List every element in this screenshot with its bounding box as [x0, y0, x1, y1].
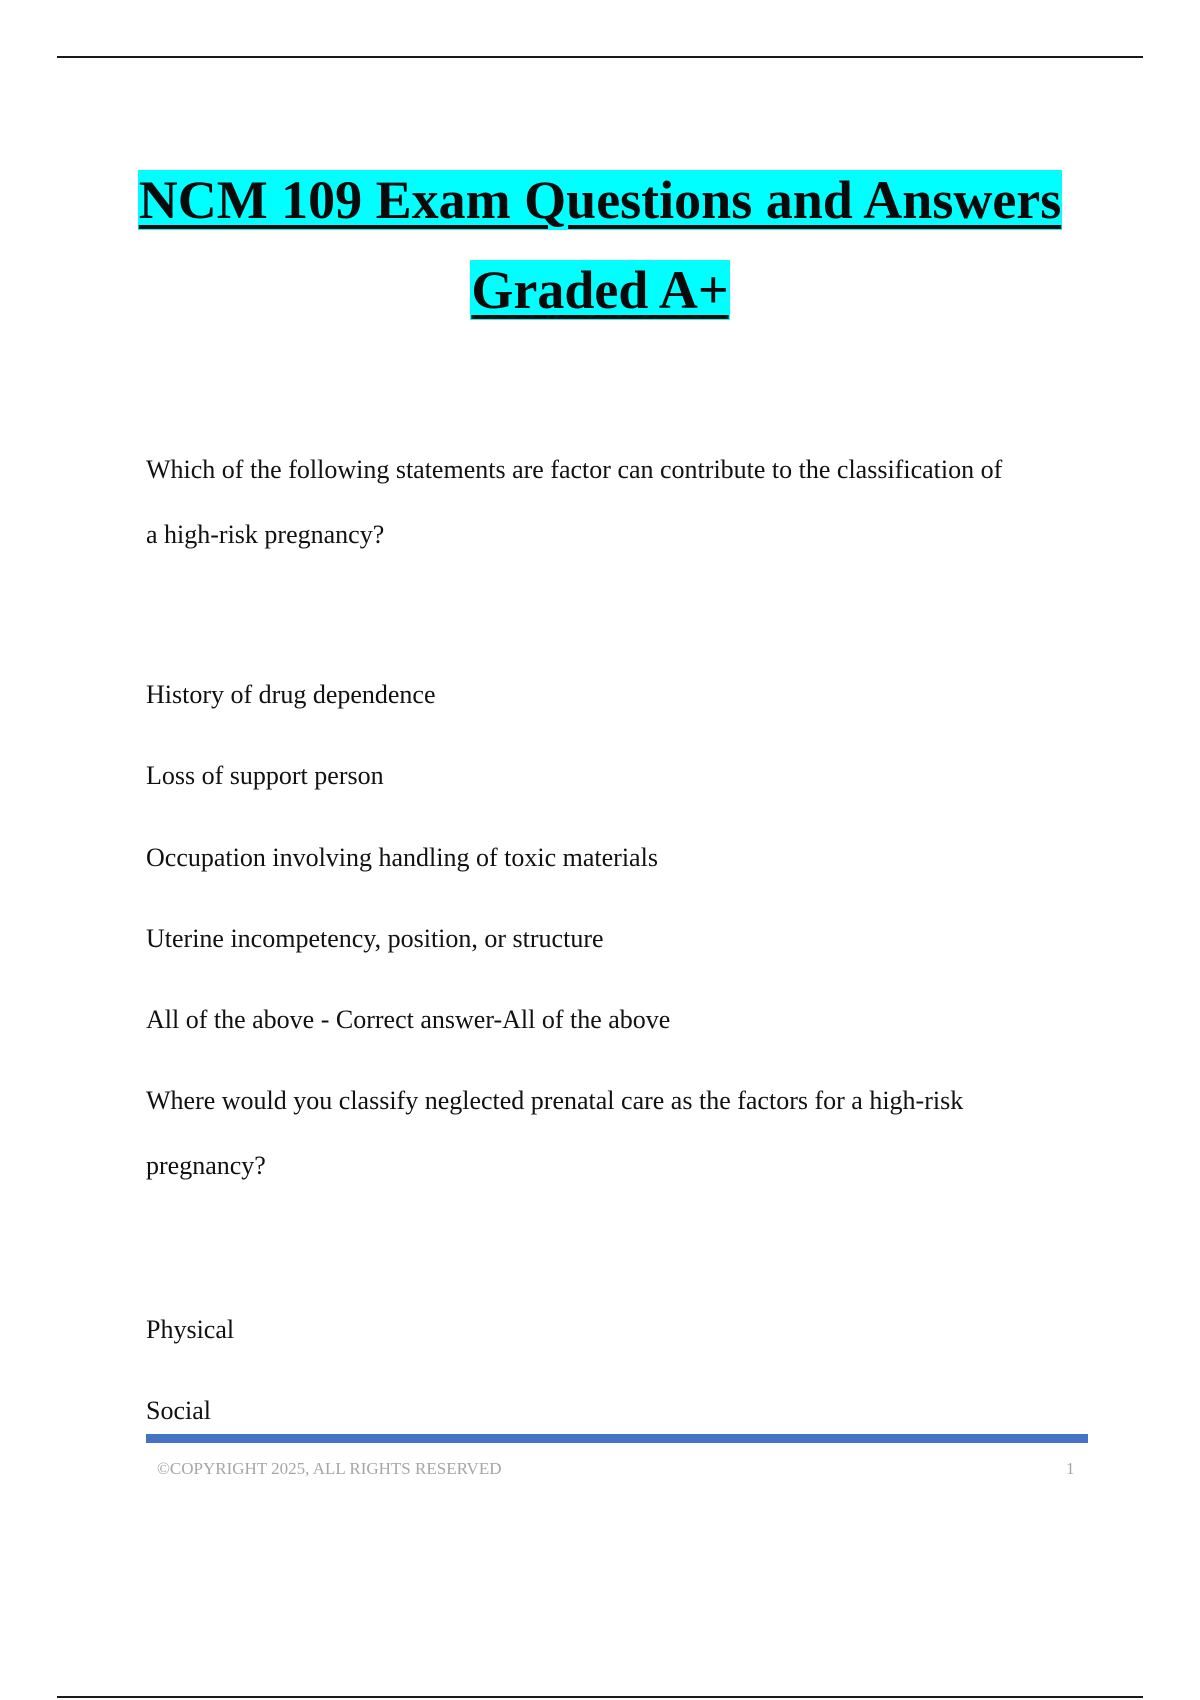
question-2-line-2: pregnancy? [146, 1151, 266, 1180]
footer-divider-bar [146, 1434, 1088, 1443]
answer-option: History of drug dependence [146, 680, 436, 709]
answer-option: Occupation involving handling of toxic materials [146, 843, 658, 872]
answer-option-correct: All of the above - Correct answer-All of the above [146, 1005, 671, 1034]
page-number: 1 [1066, 1459, 1075, 1478]
answer-option: Physical [146, 1315, 235, 1344]
answer-option: Social [146, 1396, 211, 1425]
question-2-line-1: Where would you classify neglected prenatal care as the factors for a high-risk [146, 1086, 964, 1115]
answer-option: Uterine incompetency, position, or structure [146, 924, 604, 953]
top-border-line [57, 56, 1143, 58]
question-1-line-2: a high-risk pregnancy? [146, 520, 385, 549]
title-line-1: NCM 109 Exam Questions and Answers [138, 170, 1062, 230]
bottom-border-line [57, 1696, 1143, 1698]
answer-option: Loss of support person [146, 761, 384, 790]
footer-copyright: ©COPYRIGHT 2025, ALL RIGHTS RESERVED [157, 1459, 502, 1478]
title-line-2: Graded A+ [471, 260, 729, 320]
question-1-line-1: Which of the following statements are factor can contribute to the classification of [146, 455, 1003, 484]
